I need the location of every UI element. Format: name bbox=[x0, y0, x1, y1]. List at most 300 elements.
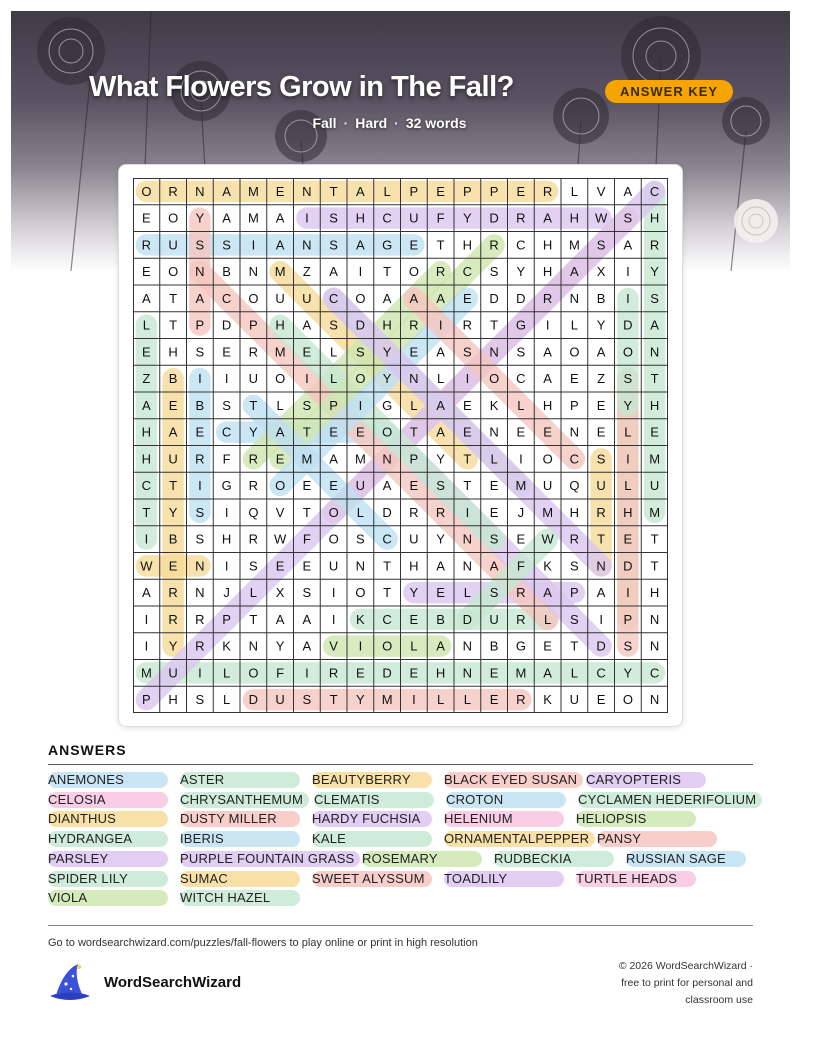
grid-letter[interactable]: T bbox=[383, 585, 392, 601]
grid-letter[interactable]: E bbox=[409, 611, 419, 627]
grid-letter[interactable]: S bbox=[489, 531, 499, 547]
grid-letter[interactable]: A bbox=[596, 344, 606, 360]
grid-letter[interactable]: Y bbox=[650, 264, 659, 280]
grid-letter[interactable]: T bbox=[490, 317, 499, 333]
grid-letter[interactable]: I bbox=[224, 504, 229, 520]
grid-letter[interactable]: E bbox=[356, 424, 365, 440]
grid-letter[interactable]: O bbox=[382, 424, 393, 440]
grid-letter[interactable]: T bbox=[436, 237, 445, 253]
grid-letter[interactable]: O bbox=[168, 264, 179, 280]
grid-letter[interactable]: Y bbox=[356, 692, 365, 708]
grid-letter[interactable]: R bbox=[542, 183, 553, 199]
grid-letter[interactable]: M bbox=[247, 210, 259, 226]
grid-letter[interactable]: U bbox=[409, 531, 419, 547]
grid-letter[interactable]: T bbox=[597, 531, 606, 547]
grid-letter[interactable]: E bbox=[329, 424, 338, 440]
grid-letter[interactable]: Y bbox=[436, 531, 445, 547]
grid-letter[interactable]: A bbox=[596, 585, 606, 601]
grid-letter[interactable]: I bbox=[144, 611, 149, 627]
grid-letter[interactable]: T bbox=[409, 424, 418, 440]
grid-letter[interactable]: M bbox=[542, 504, 554, 520]
grid-letter[interactable]: H bbox=[542, 237, 553, 253]
grid-letter[interactable]: N bbox=[195, 183, 205, 199]
grid-letter[interactable]: E bbox=[489, 504, 499, 520]
grid-letter[interactable]: A bbox=[302, 638, 312, 654]
grid-letter[interactable]: U bbox=[248, 371, 259, 387]
grid-letter[interactable]: L bbox=[330, 344, 338, 360]
grid-letter[interactable]: L bbox=[490, 451, 498, 467]
grid-letter[interactable]: N bbox=[302, 183, 312, 199]
grid-letter[interactable]: Z bbox=[302, 264, 311, 280]
grid-letter[interactable]: H bbox=[435, 665, 446, 681]
grid-letter[interactable]: A bbox=[275, 210, 285, 226]
grid-letter[interactable]: A bbox=[382, 478, 392, 494]
grid-letter[interactable]: S bbox=[463, 344, 472, 360]
grid-letter[interactable]: C bbox=[382, 210, 392, 226]
grid-letter[interactable]: M bbox=[247, 183, 259, 199]
grid-letter[interactable]: A bbox=[543, 371, 552, 387]
grid-letter[interactable]: N bbox=[382, 451, 392, 467]
grid-letter[interactable]: I bbox=[626, 585, 630, 601]
grid-letter[interactable]: E bbox=[463, 397, 472, 413]
grid-letter[interactable]: I bbox=[358, 397, 363, 413]
grid-letter[interactable]: C bbox=[596, 665, 606, 681]
grid-letter[interactable]: B bbox=[489, 638, 499, 654]
grid-letter[interactable]: O bbox=[141, 183, 152, 199]
grid-letter[interactable]: C bbox=[221, 424, 232, 440]
grid-letter[interactable]: O bbox=[328, 531, 339, 547]
grid-letter[interactable]: R bbox=[516, 585, 526, 601]
grid-letter[interactable]: A bbox=[275, 424, 285, 440]
grid-letter[interactable]: R bbox=[141, 237, 152, 253]
grid-letter[interactable]: H bbox=[141, 424, 152, 440]
grid-letter[interactable]: S bbox=[623, 210, 633, 226]
grid-letter[interactable]: E bbox=[596, 397, 606, 413]
grid-letter[interactable]: T bbox=[463, 451, 472, 467]
grid-letter[interactable]: K bbox=[489, 397, 499, 413]
grid-letter[interactable]: I bbox=[358, 264, 363, 280]
grid-letter[interactable]: N bbox=[649, 611, 660, 627]
grid-letter[interactable]: E bbox=[329, 478, 338, 494]
grid-letter[interactable]: U bbox=[569, 692, 580, 708]
grid-letter[interactable]: A bbox=[302, 317, 312, 333]
grid-letter[interactable]: H bbox=[168, 692, 178, 708]
grid-letter[interactable]: E bbox=[543, 424, 552, 440]
grid-letter[interactable]: A bbox=[650, 317, 659, 333]
grid-letter[interactable]: E bbox=[570, 371, 579, 387]
grid-letter[interactable]: S bbox=[489, 264, 499, 280]
grid-letter[interactable]: L bbox=[223, 665, 231, 681]
grid-letter[interactable]: P bbox=[329, 397, 338, 413]
grid-letter[interactable]: L bbox=[517, 397, 525, 413]
grid-letter[interactable]: A bbox=[222, 210, 231, 226]
grid-letter[interactable]: N bbox=[302, 237, 312, 253]
grid-letter[interactable]: E bbox=[409, 665, 419, 681]
grid-letter[interactable]: O bbox=[489, 371, 500, 387]
grid-letter[interactable]: S bbox=[356, 531, 365, 547]
grid-letter[interactable]: C bbox=[649, 665, 660, 681]
grid-letter[interactable]: L bbox=[544, 611, 552, 627]
grid-letter[interactable]: E bbox=[356, 665, 365, 681]
grid-letter[interactable]: O bbox=[355, 585, 366, 601]
grid-letter[interactable]: R bbox=[168, 585, 178, 601]
grid-letter[interactable]: A bbox=[436, 344, 445, 360]
grid-letter[interactable]: I bbox=[358, 638, 363, 654]
grid-letter[interactable]: H bbox=[275, 317, 285, 333]
grid-letter[interactable]: N bbox=[462, 638, 473, 654]
grid-letter[interactable]: S bbox=[302, 692, 312, 708]
grid-letter[interactable]: R bbox=[435, 504, 446, 520]
grid-letter[interactable]: N bbox=[649, 692, 660, 708]
grid-letter[interactable]: R bbox=[462, 317, 473, 333]
grid-letter[interactable]: O bbox=[355, 371, 366, 387]
grid-letter[interactable]: O bbox=[168, 210, 179, 226]
grid-letter[interactable]: R bbox=[409, 317, 419, 333]
grid-letter[interactable]: R bbox=[516, 210, 526, 226]
grid-letter[interactable]: L bbox=[249, 585, 257, 601]
grid-letter[interactable]: L bbox=[437, 692, 445, 708]
grid-letter[interactable]: L bbox=[142, 317, 150, 333]
grid-letter[interactable]: I bbox=[144, 531, 149, 547]
grid-letter[interactable]: T bbox=[463, 478, 472, 494]
grid-letter[interactable]: X bbox=[596, 264, 606, 280]
grid-letter[interactable]: P bbox=[222, 611, 231, 627]
grid-letter[interactable]: B bbox=[596, 290, 606, 306]
grid-letter[interactable]: O bbox=[622, 692, 633, 708]
grid-letter[interactable]: N bbox=[649, 638, 660, 654]
grid-letter[interactable]: Y bbox=[249, 424, 258, 440]
grid-letter[interactable]: P bbox=[409, 183, 419, 199]
grid-letter[interactable]: H bbox=[542, 264, 553, 280]
grid-letter[interactable]: I bbox=[412, 692, 416, 708]
grid-letter[interactable]: S bbox=[570, 611, 579, 627]
grid-letter[interactable]: U bbox=[409, 210, 419, 226]
grid-letter[interactable]: I bbox=[305, 210, 309, 226]
grid-letter[interactable]: K bbox=[222, 638, 231, 654]
grid-letter[interactable]: E bbox=[195, 424, 205, 440]
grid-letter[interactable]: S bbox=[195, 344, 205, 360]
grid-letter[interactable]: N bbox=[195, 585, 205, 601]
grid-letter[interactable]: I bbox=[305, 371, 309, 387]
grid-letter[interactable]: I bbox=[626, 290, 630, 306]
grid-letter[interactable]: I bbox=[251, 237, 256, 253]
grid-letter[interactable]: I bbox=[305, 665, 309, 681]
grid-letter[interactable]: U bbox=[275, 692, 285, 708]
grid-letter[interactable]: O bbox=[275, 478, 286, 494]
grid-letter[interactable]: S bbox=[329, 210, 338, 226]
grid-letter[interactable]: C bbox=[382, 531, 392, 547]
grid-letter[interactable]: N bbox=[569, 424, 580, 440]
grid-letter[interactable]: L bbox=[276, 397, 284, 413]
grid-letter[interactable]: N bbox=[649, 344, 660, 360]
grid-letter[interactable]: I bbox=[224, 558, 229, 574]
grid-letter[interactable]: R bbox=[168, 611, 178, 627]
grid-letter[interactable]: Y bbox=[463, 210, 472, 226]
grid-letter[interactable]: L bbox=[570, 317, 578, 333]
grid-letter[interactable]: I bbox=[626, 264, 630, 280]
grid-letter[interactable]: B bbox=[168, 371, 178, 387]
grid-letter[interactable]: A bbox=[168, 424, 178, 440]
grid-letter[interactable]: O bbox=[355, 290, 366, 306]
grid-letter[interactable]: C bbox=[516, 237, 526, 253]
grid-letter[interactable]: O bbox=[248, 290, 259, 306]
grid-letter[interactable]: M bbox=[354, 451, 366, 467]
grid-letter[interactable]: M bbox=[301, 451, 313, 467]
grid-letter[interactable]: S bbox=[516, 344, 526, 360]
grid-letter[interactable]: N bbox=[248, 638, 259, 654]
grid-letter[interactable]: Y bbox=[275, 638, 285, 654]
grid-letter[interactable]: Y bbox=[623, 397, 633, 413]
grid-letter[interactable]: R bbox=[409, 504, 419, 520]
grid-letter[interactable]: A bbox=[222, 183, 231, 199]
grid-letter[interactable]: Y bbox=[409, 585, 419, 601]
grid-letter[interactable]: N bbox=[462, 665, 473, 681]
grid-letter[interactable]: C bbox=[649, 183, 660, 199]
grid-letter[interactable]: S bbox=[195, 504, 205, 520]
grid-letter[interactable]: P bbox=[463, 183, 472, 199]
grid-letter[interactable]: D bbox=[221, 317, 232, 333]
grid-letter[interactable]: C bbox=[516, 371, 526, 387]
grid-letter[interactable]: P bbox=[409, 451, 419, 467]
grid-letter[interactable]: I bbox=[331, 611, 336, 627]
grid-letter[interactable]: S bbox=[650, 290, 659, 306]
grid-letter[interactable]: A bbox=[623, 237, 633, 253]
grid-letter[interactable]: M bbox=[140, 665, 152, 681]
grid-letter[interactable]: T bbox=[302, 504, 311, 520]
grid-letter[interactable]: V bbox=[275, 504, 285, 520]
grid-letter[interactable]: L bbox=[570, 665, 578, 681]
grid-letter[interactable]: T bbox=[302, 424, 311, 440]
grid-letter[interactable]: N bbox=[569, 290, 580, 306]
grid-letter[interactable]: W bbox=[541, 531, 554, 547]
grid-letter[interactable]: N bbox=[195, 264, 205, 280]
grid-letter[interactable]: A bbox=[409, 290, 419, 306]
grid-letter[interactable]: G bbox=[382, 237, 393, 253]
grid-letter[interactable]: I bbox=[545, 317, 550, 333]
grid-letter[interactable]: H bbox=[409, 558, 419, 574]
grid-letter[interactable]: S bbox=[329, 317, 338, 333]
grid-letter[interactable]: B bbox=[195, 397, 205, 413]
grid-letter[interactable]: U bbox=[596, 478, 606, 494]
grid-letter[interactable]: L bbox=[624, 478, 632, 494]
grid-letter[interactable]: T bbox=[142, 504, 151, 520]
grid-letter[interactable]: N bbox=[462, 558, 473, 574]
grid-letter[interactable]: H bbox=[542, 397, 553, 413]
grid-letter[interactable]: S bbox=[195, 531, 205, 547]
grid-letter[interactable]: S bbox=[329, 237, 338, 253]
grid-letter[interactable]: U bbox=[168, 665, 178, 681]
grid-letter[interactable]: S bbox=[195, 692, 205, 708]
grid-letter[interactable]: E bbox=[596, 424, 606, 440]
grid-letter[interactable]: E bbox=[596, 692, 606, 708]
grid-letter[interactable]: S bbox=[623, 638, 633, 654]
grid-letter[interactable]: E bbox=[275, 183, 285, 199]
grid-letter[interactable]: R bbox=[195, 451, 205, 467]
grid-letter[interactable]: A bbox=[436, 424, 445, 440]
grid-letter[interactable]: I bbox=[198, 478, 202, 494]
grid-letter[interactable]: R bbox=[195, 638, 205, 654]
grid-letter[interactable]: C bbox=[462, 264, 473, 280]
grid-letter[interactable]: X bbox=[275, 585, 285, 601]
grid-letter[interactable]: C bbox=[141, 478, 152, 494]
grid-letter[interactable]: Y bbox=[596, 317, 606, 333]
grid-letter[interactable]: Y bbox=[382, 371, 392, 387]
grid-letter[interactable]: A bbox=[275, 611, 285, 627]
grid-letter[interactable]: L bbox=[410, 397, 418, 413]
grid-letter[interactable]: D bbox=[382, 665, 392, 681]
grid-letter[interactable]: E bbox=[302, 478, 312, 494]
grid-letter[interactable]: O bbox=[569, 344, 580, 360]
grid-letter[interactable]: Z bbox=[597, 371, 606, 387]
grid-letter[interactable]: A bbox=[142, 585, 151, 601]
grid-letter[interactable]: M bbox=[274, 264, 286, 280]
grid-letter[interactable]: A bbox=[543, 665, 552, 681]
grid-letter[interactable]: R bbox=[248, 344, 259, 360]
grid-letter[interactable]: S bbox=[570, 558, 579, 574]
grid-letter[interactable]: C bbox=[382, 611, 392, 627]
grid-letter[interactable]: I bbox=[465, 504, 470, 520]
grid-letter[interactable]: P bbox=[570, 397, 579, 413]
grid-letter[interactable]: S bbox=[249, 558, 258, 574]
grid-letter[interactable]: L bbox=[437, 371, 445, 387]
grid-letter[interactable]: T bbox=[570, 638, 579, 654]
grid-letter[interactable]: E bbox=[623, 531, 633, 547]
grid-letter[interactable]: A bbox=[436, 638, 445, 654]
grid-letter[interactable]: T bbox=[169, 290, 178, 306]
grid-letter[interactable]: P bbox=[623, 611, 633, 627]
grid-letter[interactable]: E bbox=[168, 558, 178, 574]
grid-letter[interactable]: T bbox=[329, 692, 338, 708]
grid-letter[interactable]: L bbox=[463, 585, 471, 601]
grid-letter[interactable]: N bbox=[596, 558, 606, 574]
grid-letter[interactable]: U bbox=[275, 290, 285, 306]
grid-letter[interactable]: S bbox=[596, 237, 606, 253]
grid-letter[interactable]: E bbox=[463, 424, 472, 440]
grid-letter[interactable]: R bbox=[569, 531, 580, 547]
grid-letter[interactable]: D bbox=[382, 504, 392, 520]
grid-letter[interactable]: H bbox=[382, 317, 392, 333]
grid-letter[interactable]: T bbox=[383, 558, 392, 574]
grid-letter[interactable]: H bbox=[462, 237, 473, 253]
grid-letter[interactable]: F bbox=[276, 665, 285, 681]
grid-letter[interactable]: S bbox=[302, 585, 312, 601]
grid-letter[interactable]: E bbox=[489, 692, 499, 708]
grid-letter[interactable]: D bbox=[489, 290, 499, 306]
grid-letter[interactable]: L bbox=[624, 424, 632, 440]
grid-letter[interactable]: J bbox=[517, 504, 525, 520]
grid-letter[interactable]: E bbox=[650, 424, 659, 440]
grid-letter[interactable]: H bbox=[355, 210, 366, 226]
grid-letter[interactable]: G bbox=[515, 317, 526, 333]
grid-letter[interactable]: R bbox=[195, 611, 205, 627]
grid-letter[interactable]: T bbox=[650, 371, 659, 387]
grid-letter[interactable]: F bbox=[302, 531, 311, 547]
grid-letter[interactable]: H bbox=[649, 397, 660, 413]
grid-letter[interactable]: A bbox=[543, 585, 552, 601]
grid-letter[interactable]: S bbox=[222, 237, 231, 253]
grid-letter[interactable]: Y bbox=[623, 665, 633, 681]
grid-letter[interactable]: N bbox=[195, 558, 205, 574]
grid-letter[interactable]: A bbox=[142, 397, 151, 413]
grid-letter[interactable]: U bbox=[355, 478, 366, 494]
grid-letter[interactable]: A bbox=[302, 611, 312, 627]
grid-letter[interactable]: P bbox=[489, 183, 499, 199]
grid-letter[interactable]: U bbox=[489, 611, 499, 627]
grid-letter[interactable]: D bbox=[462, 611, 473, 627]
grid-letter[interactable]: M bbox=[515, 478, 527, 494]
grid-letter[interactable]: N bbox=[462, 531, 473, 547]
footer-link-text[interactable]: Go to wordsearchwizard.com/puzzles/fall-flowers to play online or print in high resolution bbox=[48, 937, 478, 949]
grid-letter[interactable]: H bbox=[569, 504, 580, 520]
grid-letter[interactable]: A bbox=[356, 237, 365, 253]
grid-letter[interactable]: I bbox=[198, 665, 202, 681]
grid-letter[interactable]: O bbox=[382, 638, 393, 654]
grid-letter[interactable]: C bbox=[569, 451, 580, 467]
grid-letter[interactable]: U bbox=[302, 290, 312, 306]
grid-letter[interactable]: B bbox=[168, 531, 178, 547]
grid-letter[interactable]: E bbox=[516, 424, 526, 440]
grid-letter[interactable]: A bbox=[543, 210, 552, 226]
grid-letter[interactable]: E bbox=[436, 183, 445, 199]
grid-letter[interactable]: N bbox=[409, 371, 419, 387]
grid-letter[interactable]: A bbox=[195, 290, 205, 306]
grid-letter[interactable]: U bbox=[168, 237, 178, 253]
grid-letter[interactable]: G bbox=[382, 397, 393, 413]
grid-letter[interactable]: A bbox=[436, 290, 445, 306]
grid-letter[interactable]: Y bbox=[436, 451, 445, 467]
grid-letter[interactable]: T bbox=[249, 611, 258, 627]
grid-letter[interactable]: I bbox=[144, 638, 149, 654]
grid-letter[interactable]: C bbox=[221, 290, 232, 306]
grid-letter[interactable]: T bbox=[650, 558, 659, 574]
grid-letter[interactable]: L bbox=[223, 692, 231, 708]
grid-letter[interactable]: E bbox=[543, 638, 552, 654]
grid-letter[interactable]: I bbox=[438, 317, 443, 333]
grid-letter[interactable]: A bbox=[436, 558, 445, 574]
grid-letter[interactable]: E bbox=[275, 451, 285, 467]
grid-letter[interactable]: D bbox=[355, 317, 366, 333]
grid-letter[interactable]: U bbox=[168, 451, 178, 467]
grid-letter[interactable]: T bbox=[249, 397, 258, 413]
grid-letter[interactable]: A bbox=[623, 183, 633, 199]
grid-letter[interactable]: D bbox=[489, 210, 499, 226]
grid-letter[interactable]: E bbox=[409, 237, 419, 253]
grid-letter[interactable]: A bbox=[382, 290, 392, 306]
grid-letter[interactable]: W bbox=[594, 210, 608, 226]
grid-letter[interactable]: F bbox=[436, 210, 445, 226]
grid-letter[interactable]: S bbox=[356, 344, 365, 360]
grid-letter[interactable]: E bbox=[463, 290, 472, 306]
grid-letter[interactable]: M bbox=[515, 665, 527, 681]
grid-letter[interactable]: H bbox=[623, 504, 633, 520]
grid-letter[interactable]: M bbox=[568, 237, 580, 253]
grid-letter[interactable]: N bbox=[489, 344, 499, 360]
grid-letter[interactable]: S bbox=[195, 237, 205, 253]
grid-letter[interactable]: K bbox=[543, 692, 552, 708]
grid-letter[interactable]: S bbox=[596, 451, 606, 467]
grid-letter[interactable]: P bbox=[195, 317, 205, 333]
grid-letter[interactable]: R bbox=[489, 237, 499, 253]
grid-letter[interactable]: N bbox=[355, 558, 366, 574]
grid-letter[interactable]: Z bbox=[142, 371, 151, 387]
grid-letter[interactable]: I bbox=[626, 451, 630, 467]
grid-letter[interactable]: O bbox=[542, 451, 553, 467]
grid-letter[interactable]: E bbox=[516, 531, 526, 547]
grid-letter[interactable]: I bbox=[519, 451, 523, 467]
grid-letter[interactable]: B bbox=[436, 611, 445, 627]
grid-letter[interactable]: E bbox=[222, 344, 231, 360]
grid-letter[interactable]: V bbox=[329, 638, 338, 654]
